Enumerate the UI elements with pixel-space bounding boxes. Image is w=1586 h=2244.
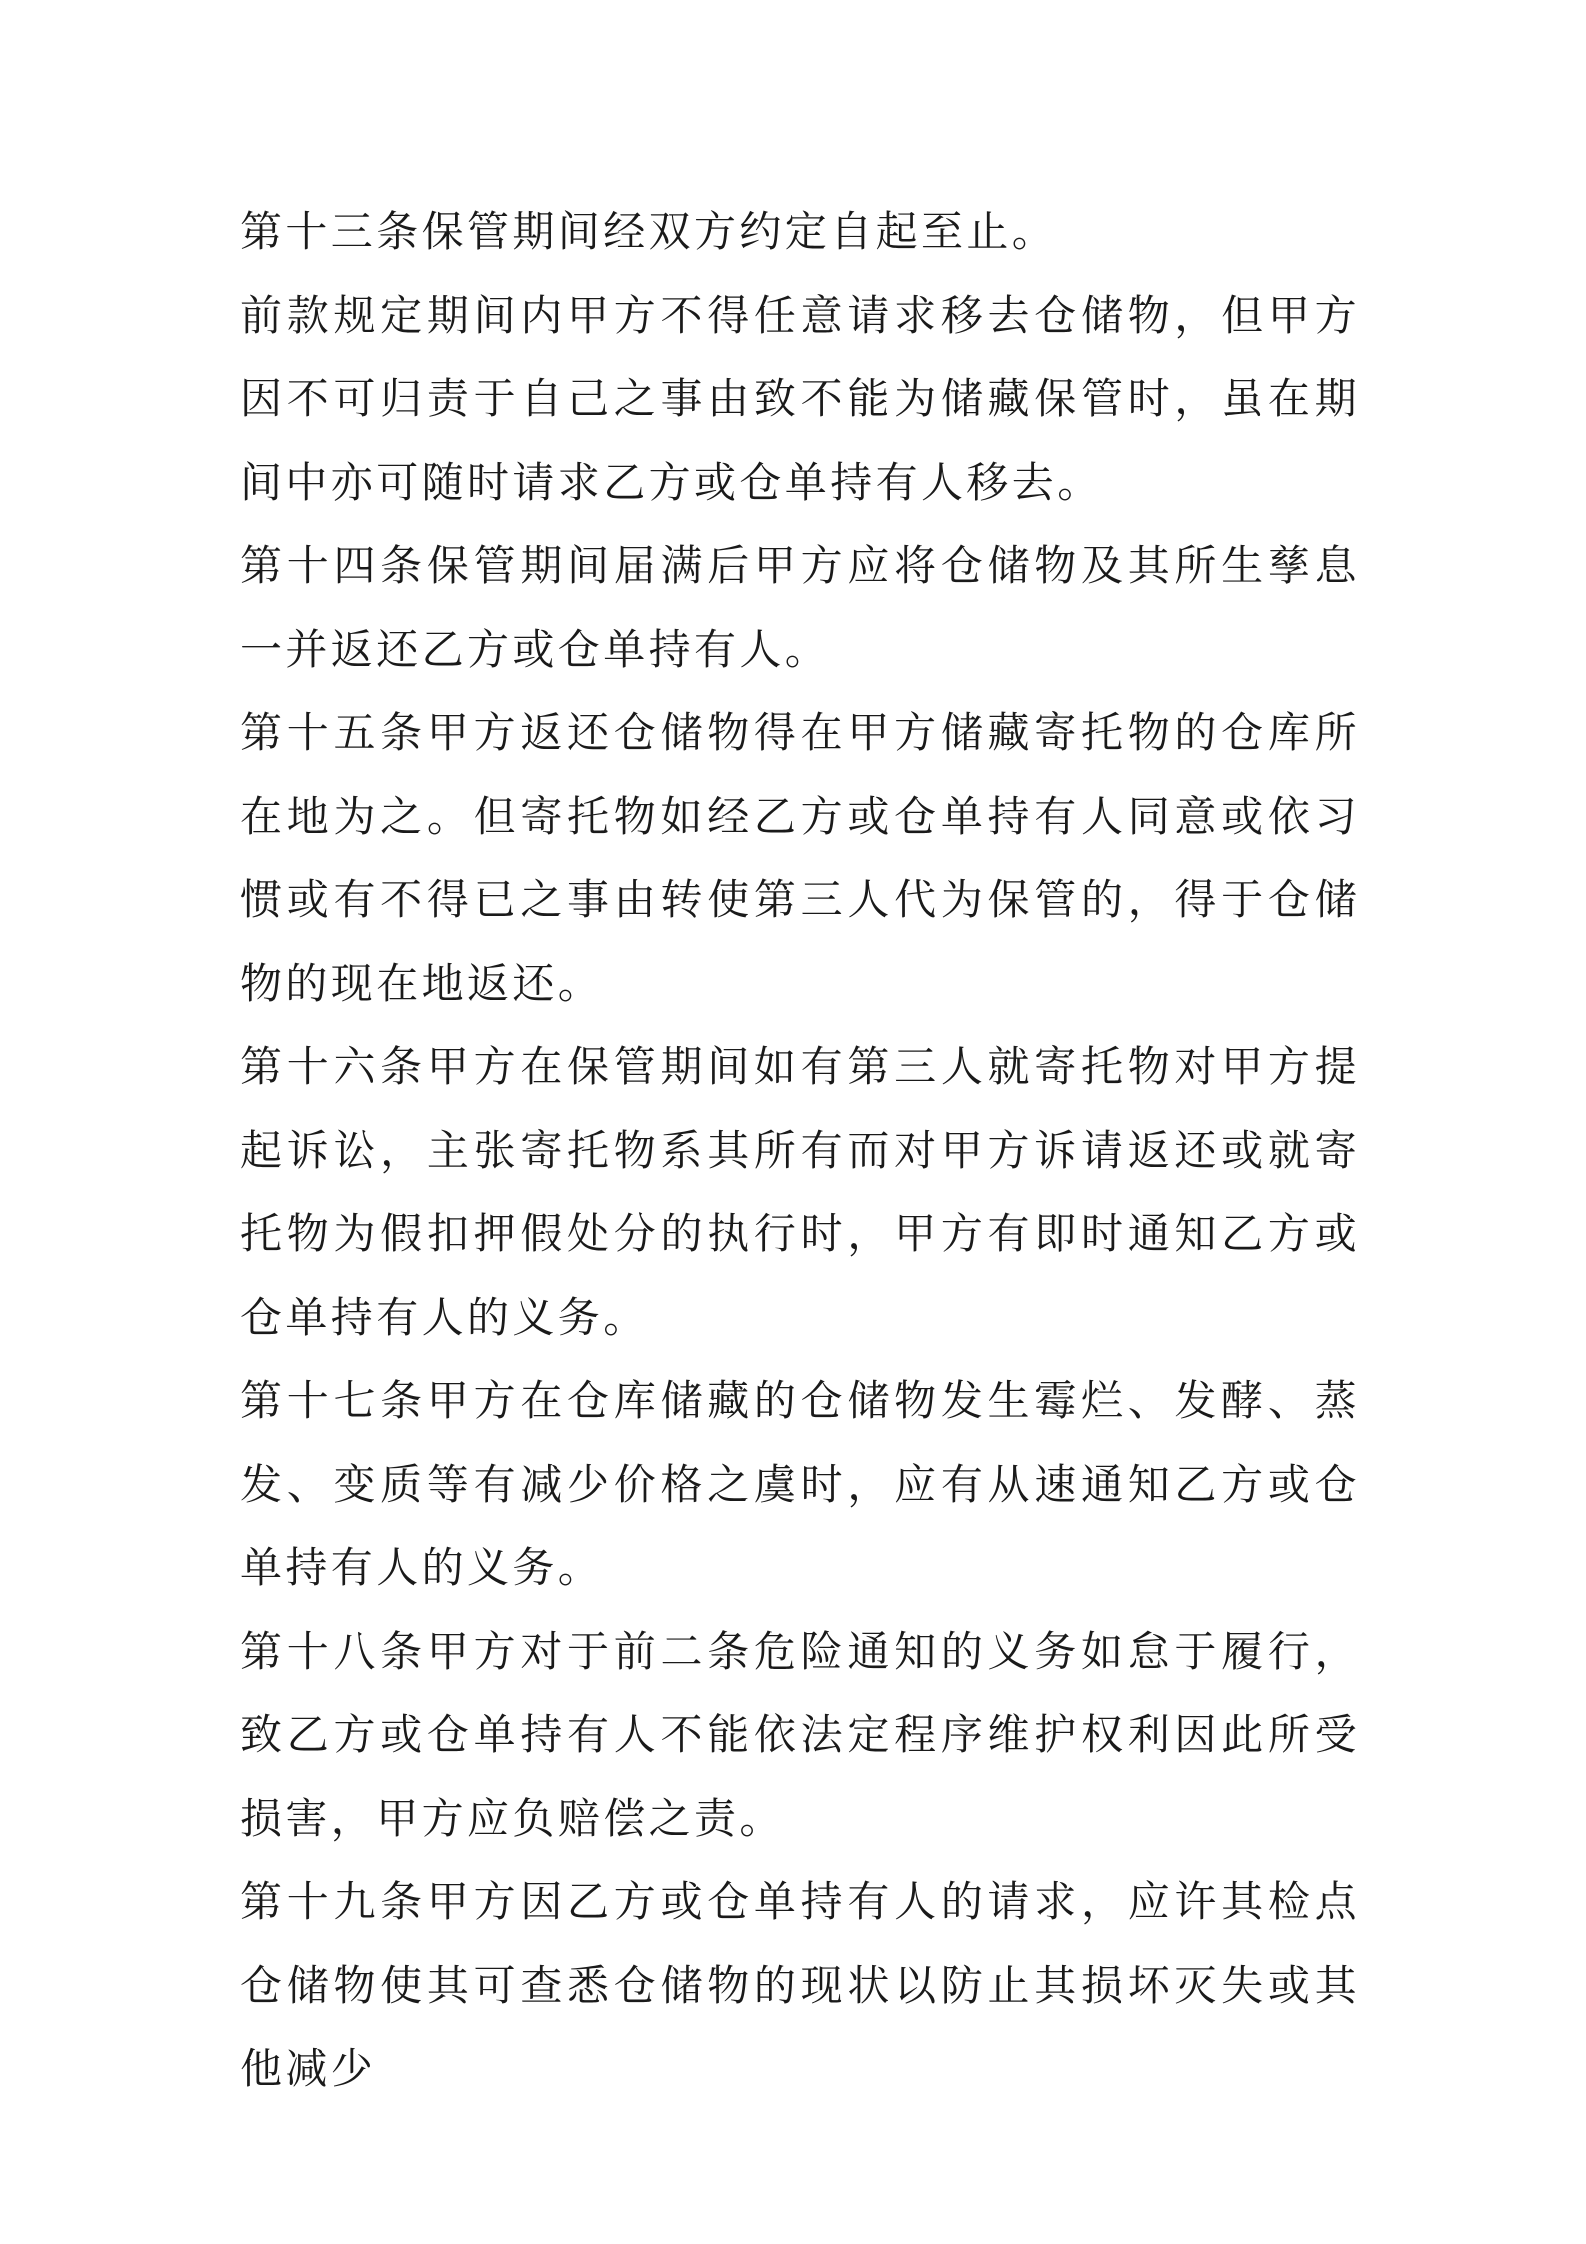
clause-17-paragraph: 第十七条甲方在仓库储藏的仓储物发生霉烂、发酵、蒸发、变质等有减少价格之虞时，应有从速通知乙方或仓单持有人的义务。 xyxy=(240,1376,1360,1592)
clause-18-paragraph: 第十八条甲方对于前二条危险通知的义务如怠于履行，致乙方或仓单持有人不能依法定程序维护权利因此所受损害，甲方应负赔偿之责。 xyxy=(240,1626,1360,1843)
clause-13-detail-paragraph: 前款规定期间内甲方不得任意请求移去仓储物，但甲方因不可归责于自己之事由致不能为储藏保管时，虽在期间中亦可随时请求乙方或仓单持有人移去。 xyxy=(240,290,1360,507)
clause-14-paragraph: 第十四条保管期间届满后甲方应将仓储物及其所生孳息一并返还乙方或仓单持有人。 xyxy=(240,541,1360,674)
clause-16-paragraph: 第十六条甲方在保管期间如有第三人就寄托物对甲方提起诉讼，主张寄托物系其所有而对甲方诉请返还或就寄托物为假扣押假处分的执行时，甲方有即时通知乙方或仓单持有人的义务。 xyxy=(240,1042,1360,1342)
clause-15-paragraph: 第十五条甲方返还仓储物得在甲方储藏寄托物的仓库所在地为之。但寄托物如经乙方或仓单持有人同意或依习惯或有不得已之事由转使第三人代为保管的，得于仓储物的现在地返还。 xyxy=(240,708,1360,1008)
clause-13-paragraph: 第十三条保管期间经双方约定自起至止。 xyxy=(240,207,1058,256)
clause-19-paragraph: 第十九条甲方因乙方或仓单持有人的请求，应许其检点仓储物使其可查悉仓储物的现状以防止其损坏灭失或其他减少 xyxy=(240,1877,1360,2093)
document-body xyxy=(240,190,1360,2111)
